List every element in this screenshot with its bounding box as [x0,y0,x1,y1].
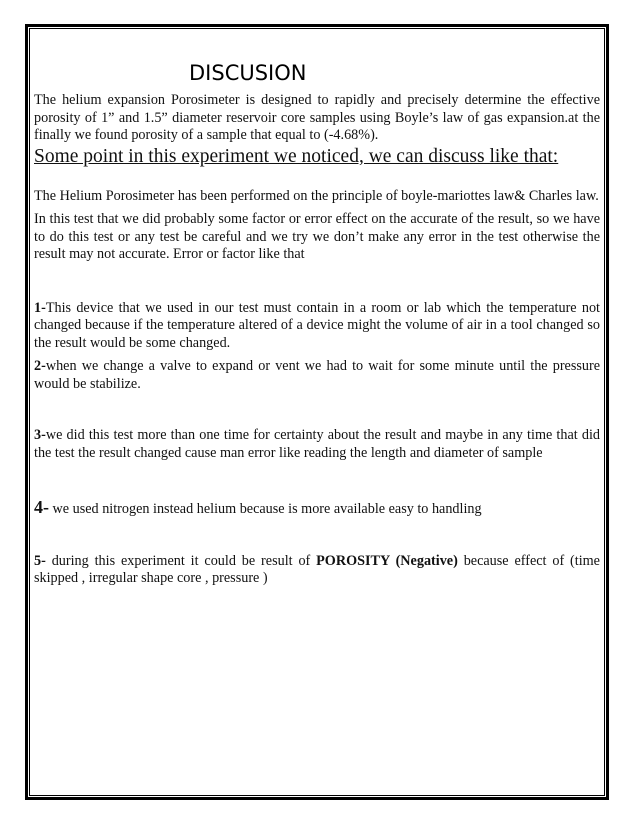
point-2 [34,358,600,393]
point-4 [34,499,600,519]
errors-paragraph: In this test that we did probably some factor or error effect on the accurate of the result, so we have to do this test or any test be careful and we try we don’t make any error in the test otherwise the result may not accurate. Error or factor like that [34,211,600,262]
point-5 [34,553,600,588]
point-number: 5- [34,552,46,569]
principle-paragraph: The Helium Porosimeter has been performed on the principle of boyle-mariottes law& Charles law. [34,187,599,204]
point-text-after: because effect of (time skipped , irregular shape core , pressure ) [34,552,600,586]
point-text-before: during this experiment it could be result of [45,552,317,569]
point-text: This device that we used in our test must contain in a room or lab which the temperature not changed because if the temperature altered of a device might the volume of air in a tool changed so the result would be some changed. [34,299,600,351]
point-3 [34,427,600,462]
point-number: 1- [34,299,46,316]
intro-paragraph: The helium expansion Porosimeter is designed to rapidly and precisely determine the effective porosity of 1” and 1.5” diameter reservoir core samples using Boyle’s law of gas expansion.at the finally we found porosity of a sample that equal to (-4.68%). [34,92,600,143]
point-number: 2- [34,358,46,374]
point-bold-term: POROSITY (Negative) [316,552,458,569]
point-number: 4- [34,497,49,517]
document-body [34,60,600,588]
point-1 [34,300,600,353]
point-text: we used nitrogen instead helium because is more available easy to handling [49,501,482,517]
section-subheading: Some point in this experiment we noticed, we can discuss like that: [34,145,559,167]
page-title: DISCUSION [189,61,307,85]
point-text: we did this test more than one time for certainty about the result and maybe in any time that did the test the result changed cause man error like reading the length and diameter of sample [34,427,600,461]
point-number: 3- [34,427,46,443]
point-text: when we change a valve to expand or vent we had to wait for some minute until the pressure would be stabilize. [34,358,600,392]
